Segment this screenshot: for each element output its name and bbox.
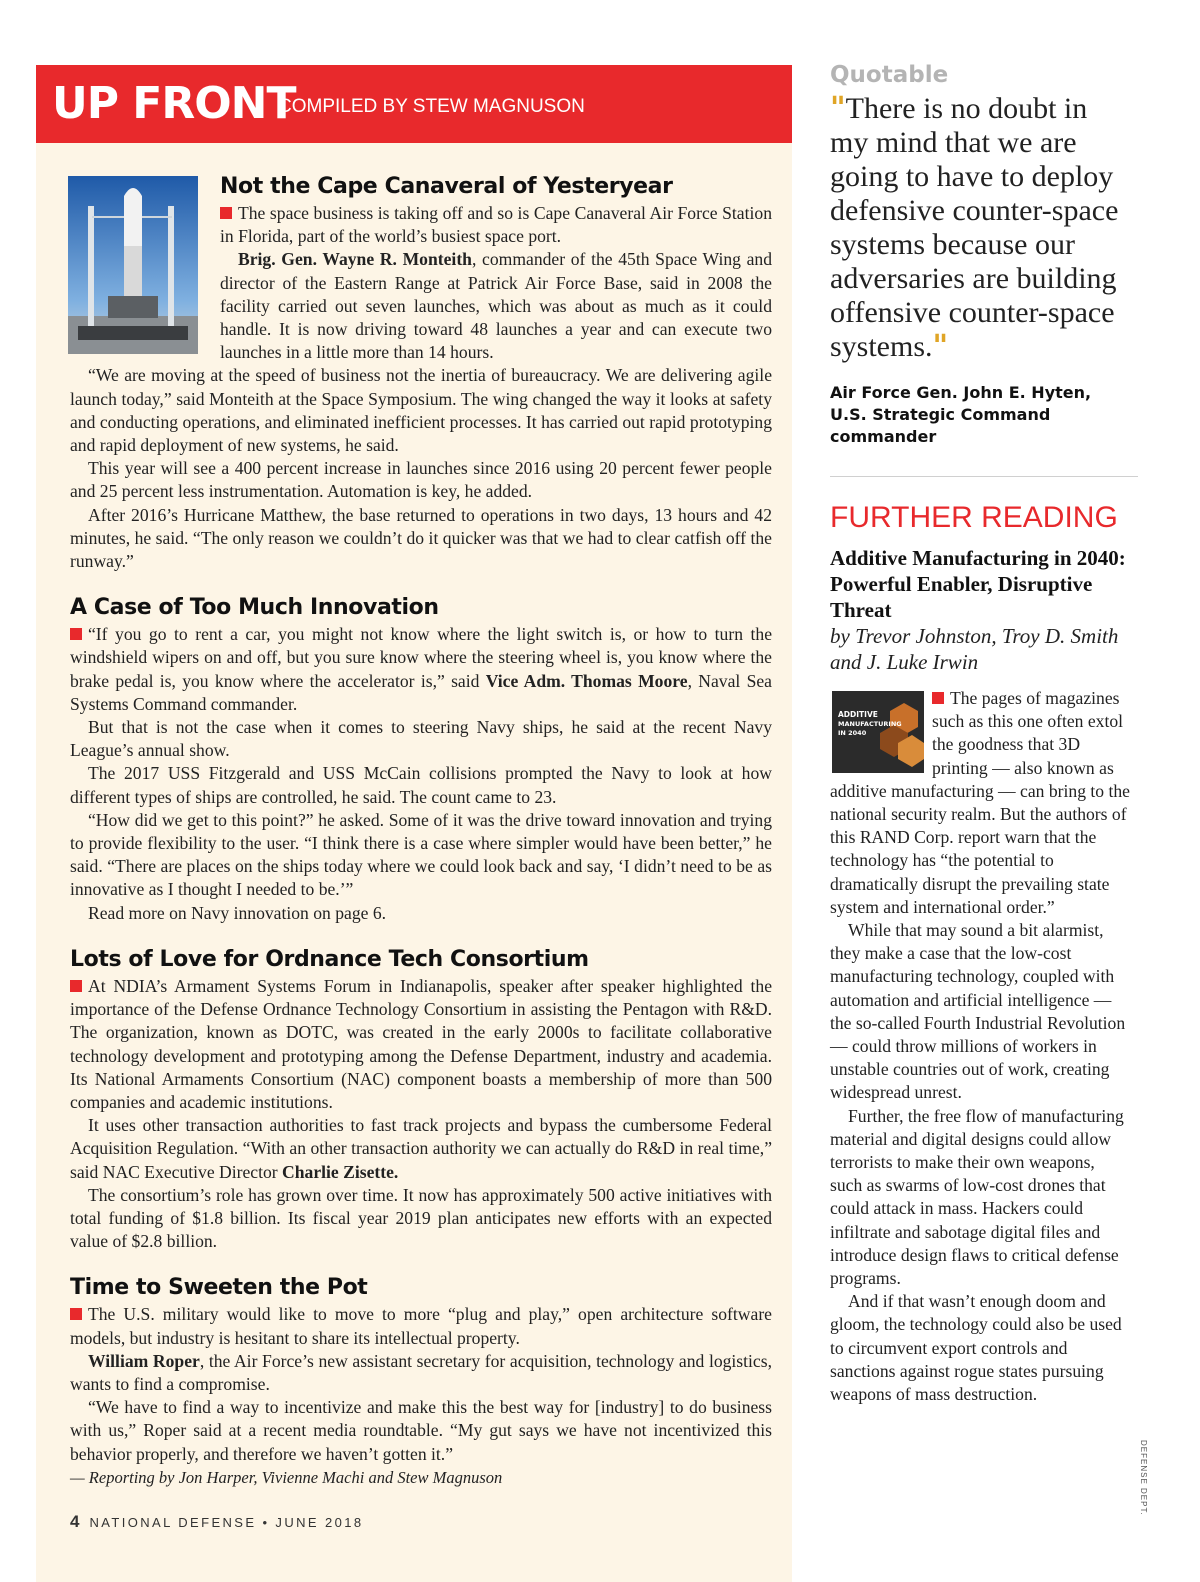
article-paragraph: After 2016’s Hurricane Matthew, the base returned to operations in two days, 13 hours and 42 minutes, he said. “The only reason we couldn’t do it quicker was that we had to clear catfish off the runway.” [70, 504, 772, 572]
quote-attribution: Air Force Gen. John E. Hyten, U.S. Strategic Command commander [830, 383, 1092, 446]
article-headline: Lots of Love for Ordnance Tech Consortium [70, 946, 589, 972]
open-quote-mark-icon: " [830, 91, 846, 126]
page-number: 4 [70, 1512, 80, 1531]
svg-text:IN 2040: IN 2040 [838, 729, 867, 737]
red-square-bullet-icon [70, 628, 82, 640]
article-sweeten-the-pot [70, 1273, 772, 1489]
report-cover-image [832, 691, 924, 773]
publication-line: NATIONAL DEFENSE • JUNE 2018 [89, 1515, 364, 1530]
article-headline: Time to Sweeten the Pot [70, 1275, 368, 1301]
red-square-bullet-icon [220, 207, 232, 219]
article-paragraph: The consortium’s role has grown over time. It now has approximately 500 active initiatives with total funding of $1.8 billion. Its fiscal year 2019 plan anticipates new efforts with an expected value of $2.8 billion. [70, 1184, 772, 1252]
compiled-by-byline: COMPILED BY STEW MAGNUSON [278, 96, 585, 117]
sidebar-divider [830, 476, 1138, 477]
article-paragraph [220, 248, 772, 364]
person-name: Brig. Gen. Wayne R. Monteith [238, 249, 472, 270]
article-paragraph: At NDIA’s Armament Systems Forum in Indianapolis, speaker after speaker highlighted the importance of the Defense Ordnance Technology Consortium in assisting the Pentagon with R&D. The organization, known as DOTC, was created in the early 2000s to facilitate collaborative technology development and prototyping among the Defense Department, industry and academia. Its National Armaments Consortium (NAC) component boasts a membership of more than 500 companies and academic institutions. [70, 975, 772, 1112]
section-title: UP FRONT [52, 78, 296, 129]
review-paragraph: The pages of magazines such as this one often extol the goodness that 3D printing — also known as additive manufacturing — can bring to the national security realm. But the authors of this RAND Corp. report warn that the technology has “the potential to dramatically disrupt the prevailing state system and international order.” [830, 688, 1130, 917]
article-paragraph: “How did we get to this point?” he asked. Some of it was the drive toward innovation and trying to provide flexibility to the user. “I think there is a case where simpler would have been better,” he said. “There are places on the ships today where we could look back and say, ‘I didn’t need to be as innovative as I thought I needed to be.’” [70, 809, 772, 900]
main-articles-column [70, 172, 772, 1489]
paragraph-text: , commander of the 45th Space Wing and director of the Eastern Range at Patrick Air Force Base, said in 2008 the facility carried out seven launches, which was about as much as it could handle. It is now driving toward 48 launches a year and can execute two launches in a little more than 14 hours. [220, 249, 772, 363]
further-reading-heading: FURTHER READING [830, 501, 1118, 534]
person-name: Vice Adm. Thomas Moore [485, 670, 688, 691]
person-name: Charlie Zisette. [282, 1161, 399, 1182]
book-authors: by Trevor Johnston, Troy D. Smith and J. Luke Irwin [830, 624, 1119, 674]
review-paragraph: Further, the free flow of manufacturing material and digital designs could allow terrorists to make their own weapons, such as swarms of low-cost drones that could attack in mass. Hackers could infiltrate and sabotage digital files and introduce design flaws to critical defense programs. [830, 1105, 1124, 1289]
red-square-bullet-icon [932, 692, 944, 704]
reporting-credit: — Reporting by Jon Harper, Vivienne Machi and Stew Magnuson [70, 1467, 503, 1487]
article-ordnance-consortium [70, 945, 772, 1253]
book-title: Additive Manufacturing in 2040: Powerful Enabler, Disruptive Threat [830, 546, 1126, 622]
article-too-much-innovation [70, 593, 772, 925]
article-paragraph: This year will see a 400 percent increase in launches since 2016 using 20 percent fewer people and 25 percent less instrumentation. Automation is key, he added. [70, 458, 772, 502]
article-paragraph: William Roper, the Air Force’s new assistant secretary for acquisition, technology and logistics, wants to find a compromise. [70, 1350, 772, 1394]
section-banner [36, 65, 792, 143]
further-reading-body [830, 687, 1130, 1406]
article-paragraph: “We have to find a way to incentivize and make this the best way for [industry] to do business with us,” Roper said at a recent media roundtable. “My gut says we have not incentivized this behavior properly, and therefore we haven’t gotten it.” [70, 1397, 772, 1464]
photo-credit: DEFENSE DEPT. [1139, 1440, 1148, 1516]
page-footer [70, 1512, 364, 1532]
svg-text:ADDITIVE: ADDITIVE [838, 710, 878, 719]
article-paragraph: It uses other transaction authorities to fast track projects and bypass the cumbersome Federal Acquisition Regulation. “With an other transaction authority we can actually do R&D in real time,” said NAC Executive Director Charlie Zisette. [70, 1115, 772, 1182]
article-paragraph: The 2017 USS Fitzgerald and USS McCain collisions prompted the Navy to look at how different types of ships are controlled, he said. The count came to 23. [70, 763, 772, 807]
review-paragraph: And if that wasn’t enough doom and gloom, the technology could also be used to circumvent export controls and sanctions against rogue states pursuing weapons of mass destruction. [830, 1291, 1122, 1405]
review-paragraph: While that may sound a bit alarmist, they make a case that the low-cost manufacturing technology, coupled with automation and artificial intelligence — the so-called Fourth Industrial Revolution — could throw millions of workers in unstable countries out of work, creating widespread unrest. [830, 920, 1126, 1103]
article-paragraph: But that is not the case when it comes to steering Navy ships, he said at the recent Navy League’s annual show. [70, 717, 772, 761]
article-paragraph: The U.S. military would like to move to more “plug and play,” open architecture software models, but industry is hesitant to share its intellectual property. [70, 1304, 772, 1348]
sidebar [830, 60, 1130, 1406]
article-headline: A Case of Too Much Innovation [70, 595, 439, 621]
quotable-heading: Quotable [830, 62, 949, 88]
article-cape-canaveral [70, 172, 772, 573]
article-paragraph: Read more on Navy innovation on page 6. [88, 902, 387, 923]
article-paragraph: The space business is taking off and so is Cape Canaveral Air Force Station in Florida, part of the world’s busiest space port. [220, 203, 772, 247]
pull-quote: "There is no doubt in my mind that we are going to have to deploy defensive counter-space systems because our adversaries are building offensive counter-space systems." [830, 91, 1119, 364]
close-quote-mark-icon: " [932, 329, 949, 364]
article-paragraph: “We are moving at the speed of business not the inertia of bureaucracy. We are delivering agile launch today,” said Monteith at the Space Symposium. The wing changed the way it looks at safety and conducting operations, and eliminated inefficient processes. It has carried out rapid prototyping and rapid deployment of new systems, he said. [70, 365, 772, 456]
person-name: William Roper [88, 1350, 200, 1371]
red-square-bullet-icon [70, 1308, 82, 1320]
article-paragraph: “If you go to rent a car, you might not know where the light switch is, or how to turn the windshield wipers on and off, but you sure know where the steering wheel is, you know where the brake pedal is, you know where the accelerator is,” said Vice Adm. Thomas Moore, Naval Sea Systems Command commander. [70, 624, 772, 714]
svg-text:MANUFACTURING: MANUFACTURING [838, 720, 902, 728]
article-headline: Not the Cape Canaveral of Yesteryear [220, 174, 673, 199]
red-square-bullet-icon [70, 980, 82, 992]
